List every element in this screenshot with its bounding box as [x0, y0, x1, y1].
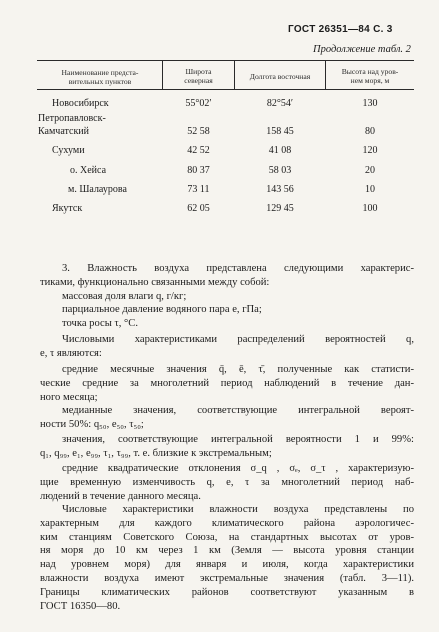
altitude-value: 130: [362, 98, 378, 109]
longitude-value: 143 56: [266, 184, 294, 195]
paragraph-characteristics: Числовыми характеристиками распределений вероятностей q, e, τ являются:: [40, 334, 414, 359]
paragraph-humidity-intro: 3. Влажность воздуха представлена следующими характерис- тиками, функционально связанными между собой: массовая доля влаги q, г/кг; парциальное давление водяного пара e, гПа; точка росы τ, °С.: [40, 263, 414, 330]
latitude-value: 80 37: [187, 165, 210, 176]
station-name: Камчатский: [38, 126, 90, 137]
latitude-value: 42 52: [187, 145, 210, 156]
latitude-value: 55°02′: [185, 98, 212, 109]
paragraph-stations: Числовые характеристики влажности воздуха представлены по характерным для каждого климатического района аэрологичес- ким станциям Советского Союза, на стандартных высотах от уров- ня моря до 10 км через 1 км (Земля — высота уровня станции над уровнем моря) для января и июля, когда характеристики влажности воздуха имеют экстремальные значения (табл. 3—11). Границы климатических районов соответствуют указанным в ГОСТ 16350—80.: [40, 504, 414, 612]
latitude-value: 52 58: [187, 126, 210, 137]
table-header-longitude: Долгота восточная: [249, 72, 311, 81]
longitude-value: 41 08: [268, 145, 292, 156]
paragraph-median-values: медианные значения, соответствующие интегральной вероят- ности 50%: q₅₀, e₅₀, τ₅₀;: [40, 405, 414, 430]
longitude-value: 129 45: [266, 203, 294, 214]
table-top-rule: [37, 60, 414, 61]
table-header-name: Наименование предста- вительных пунктов: [61, 68, 139, 86]
station-name: Якутск: [52, 203, 83, 214]
table-header-rule: [37, 89, 414, 90]
station-name: Сухуми: [52, 145, 85, 156]
longitude-value: 158 45: [266, 126, 294, 137]
altitude-value: 80: [365, 126, 375, 137]
station-name: м. Шалаурова: [68, 184, 127, 195]
altitude-value: 20: [365, 165, 375, 176]
paragraph-mean-values: средние месячные значения q̄, ē, τ̄, полученные как статисти- ческие средние за многолетний период наблюдений в течение дан- ного месяца;: [40, 364, 414, 403]
latitude-value: 73 11: [187, 184, 210, 195]
longitude-value: 58 03: [268, 165, 292, 176]
longitude-value: 82°54′: [266, 98, 294, 109]
paragraph-standard-deviation: средние квадратические отклонения σ_q , σₑ, σ_τ , характеризую- щие временную изменчивость q, e, τ за многолетний период наб- людений в течение данного месяца.: [40, 463, 414, 502]
latitude-value: 62 05: [187, 203, 210, 214]
altitude-value: 120: [362, 145, 378, 156]
altitude-value: 10: [365, 184, 375, 195]
paragraph-extreme-values: значения, соответствующие интегральной вероятности 1 и 99%: q₁, q₉₉, e₁, e₉₉, τ₁, τ₉₉, т. е. близкие к экстремальным;: [40, 434, 414, 459]
table-continuation-label: Продолжение табл. 2: [313, 44, 411, 55]
altitude-value: 100: [362, 203, 378, 214]
station-name: о. Хейса: [70, 165, 107, 176]
station-name: Новосибирск: [52, 98, 109, 109]
station-name: Петропавловск-: [38, 113, 106, 124]
table-header-altitude: Высота над уров- нем моря, м: [341, 67, 399, 85]
document-reference: ГОСТ 26351—84 С. 3: [288, 24, 393, 35]
table-header-latitude: Широта северная: [184, 67, 213, 85]
